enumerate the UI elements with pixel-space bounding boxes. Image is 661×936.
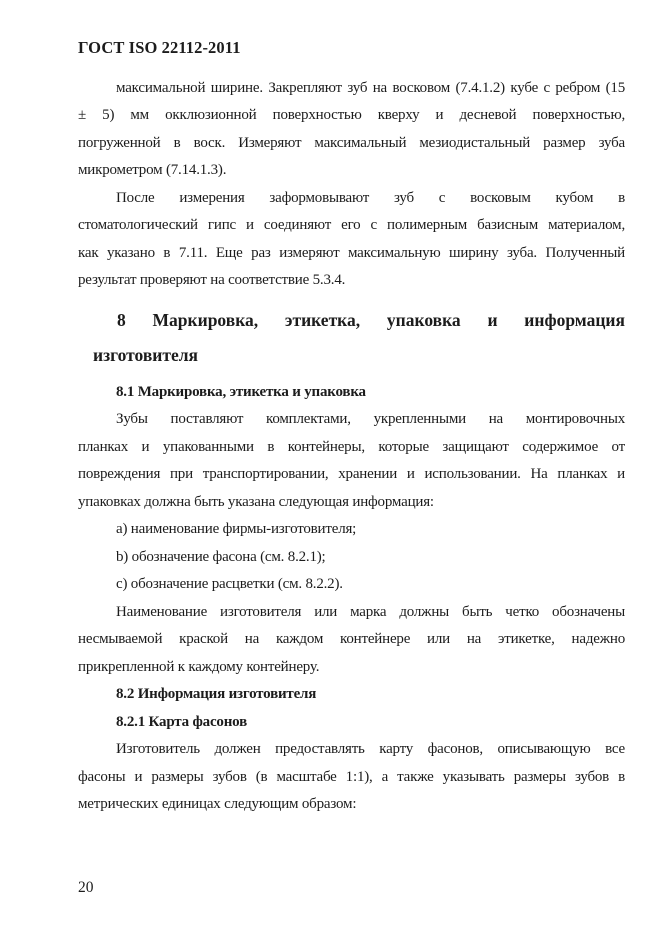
section-heading (93, 303, 625, 373)
document-body (78, 34, 625, 819)
text-line: 8 Маркировка, этикетка, упаковка и информация (117, 309, 625, 330)
text-line: b) обозначение фасона (см. 8.2.1); (116, 548, 326, 565)
text-line: Зубы поставляют комплектами, укрепленными на монтировочных (116, 411, 625, 427)
paragraph (78, 599, 625, 682)
text-line: планках и упакованными в контейнеры, которые защищают содержимое от (78, 438, 625, 455)
text-line: прикрепленной к каждому контейнеру. (78, 658, 320, 675)
text-line: несмываемой краской на каждом контейнере или на этикетке, надежно (78, 631, 625, 647)
text-line: повреждения при транспортировании, хранении и использовании. На планках и (78, 466, 625, 482)
text-line: как указано в 7.11. Еще раз измеряют максимальную ширину зуба. Полученный (78, 244, 625, 261)
document-header: ГОСТ ISO 22112-2011 (78, 38, 241, 57)
text-line: Наименование изготовителя или марка должны быть четко обозначены (116, 603, 625, 620)
list-item (78, 544, 625, 572)
text-line: упаковках должна быть указана следующая информация: (78, 493, 434, 510)
text-line: После измерения заформовывают зуб с восковым кубом в (116, 189, 625, 206)
subsection-heading (78, 709, 625, 737)
text-line: 8.2.1 Карта фасонов (116, 713, 247, 730)
text-line: метрических единицах следующим образом: (78, 796, 357, 812)
text-line: погруженной в воск. Измеряют максимальный мезиодистальный размер зуба (78, 134, 625, 151)
paragraph (78, 736, 625, 819)
text-line: микрометром (7.14.1.3). (78, 162, 227, 178)
text-line: максимальной ширине. Закрепляют зуб на восковом (7.4.1.2) кубе с ребром (15 (116, 79, 625, 96)
page-number: 20 (78, 879, 94, 896)
paragraph (78, 75, 625, 185)
text-line: ± 5) мм окклюзионной поверхностью кверху и десневой поверхностью, (78, 107, 625, 123)
text-line: Изготовитель должен предоставлять карту фасонов, описывающую все (116, 741, 625, 757)
text-line: изготовителя (93, 344, 199, 365)
text-line: a) наименование фирмы-изготовителя; (116, 521, 357, 537)
subsection-heading (78, 681, 625, 709)
list-item (78, 571, 625, 599)
text-line: c) обозначение расцветки (см. 8.2.2). (116, 576, 343, 592)
text-line: результат проверяют на соответствие 5.3.4. (78, 272, 346, 288)
text-line: 8.1 Маркировка, этикетка и упаковка (116, 383, 366, 400)
list-item (78, 516, 625, 544)
paragraph (78, 406, 625, 516)
text-line: 8.2 Информация изготовителя (116, 686, 317, 702)
text-line: фасоны и размеры зубов (в масштабе 1:1), а также указывать размеры зубов в (78, 768, 625, 785)
paragraph (78, 185, 625, 295)
text-line: стоматологический гипс и соединяют его с полимерным базисным материалом, (78, 217, 625, 233)
subsection-heading (78, 379, 625, 407)
